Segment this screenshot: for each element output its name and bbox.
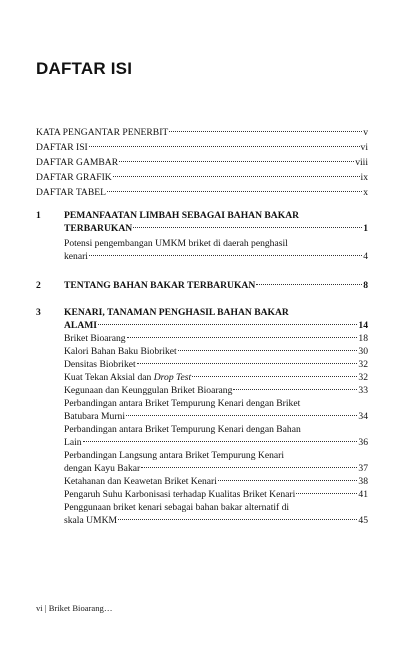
toc-label: Densitas Biobriket [64,359,136,370]
chapter-title-end: ALAMI [64,320,98,331]
dot-leader [133,227,362,228]
toc-page: 30 [358,346,368,357]
toc-label: Briket Bioarang [64,333,126,344]
dot-leader [83,441,358,442]
chapter-number: 1 [36,210,41,221]
toc-label: DAFTAR GAMBAR [36,157,119,168]
chapter-title: TENTANG BAHAN BAKAR TERBARUKAN [64,280,256,291]
toc-entry-daftar-gambar[interactable] [36,155,368,170]
dot-leader [141,467,357,468]
dot-leader [119,161,354,162]
dot-leader [107,191,362,192]
page-title: DAFTAR ISI [36,59,133,78]
dot-leader [137,363,358,364]
dot-leader [296,493,357,494]
dot-leader [218,480,358,481]
toc-label: Potensi pengembangan UMKM briket di daerah penghasil [64,238,288,249]
toc-page: 32 [358,372,368,383]
toc-label: Perbandingan antara Briket Tempurung Kenari dengan Briket [64,398,301,409]
toc-label: Kalori Bahan Baku Biobriket [64,346,177,357]
dot-leader [192,376,357,377]
dot-leader [113,176,360,177]
toc-label-cont: Lain [64,437,82,448]
chapter-title-line[interactable] [64,222,368,235]
dot-leader [98,324,357,325]
toc-label: Penggunaan briket kenari sebagai bahan bakar alternatif di [64,502,290,513]
toc-page: viii [355,157,368,168]
toc-entry-penggunaan[interactable] [64,501,368,527]
dot-leader [118,519,357,520]
toc-label: Ketahanan dan Keawetan Briket Kenari [64,476,217,487]
toc-label: DAFTAR ISI [36,142,88,153]
chapter-1 [36,209,368,263]
chapter-3 [36,306,368,527]
toc-entry-daftar-isi[interactable] [36,140,368,155]
toc-entry-daftar-grafik[interactable] [36,170,368,185]
dot-leader [256,284,362,285]
toc-page: 18 [358,333,368,344]
toc-entry-kalori[interactable] [64,345,368,358]
toc-label-cont: dengan Kayu Bakar [64,463,141,474]
toc-label: Kegunaan dan Keunggulan Briket Bioarang [64,385,233,396]
toc-label: Perbandingan antara Briket Tempurung Kenari dengan Bahan [64,424,301,435]
chapter-title-end: TERBARUKAN [64,223,133,234]
toc-page: 33 [358,385,368,396]
toc-label [64,371,191,384]
toc-entry-perbandingan-batubara[interactable] [64,397,368,423]
chapter-title[interactable]: PEMANFAATAN LIMBAH SEBAGAI BAHAN BAKAR [64,210,300,221]
page-footer: vi | Briket Bioarang… [36,603,113,613]
toc-label: DAFTAR GRAFIK [36,172,112,183]
toc-page: ix [360,172,368,183]
toc-entry-perbandingan-kayu[interactable] [64,449,368,475]
chapter-page: 14 [358,320,368,331]
dot-leader [233,389,357,390]
toc-label-cont: Batubara Murni [64,411,126,422]
toc-entry-briket-bioarang[interactable] [64,332,368,345]
toc-label-cont: kenari [64,251,88,262]
toc-page: 37 [358,463,368,474]
toc-entry-pengaruh-suhu[interactable] [64,488,368,501]
dot-leader [169,131,362,132]
toc-entry-kuat-tekan[interactable] [64,371,368,384]
dot-leader [89,255,362,256]
toc-entry-kegunaan[interactable] [64,384,368,397]
dot-leader [127,337,358,338]
front-matter-list [36,125,368,200]
toc-page: x [363,187,368,198]
toc-page: 34 [358,411,368,422]
toc-label: Pengaruh Suhu Karbonisasi terhadap Kualitas Briket Kenari [64,489,296,500]
toc-entry-ketahanan[interactable] [64,475,368,488]
toc-entry-densitas[interactable] [64,358,368,371]
chapter-page: 8 [363,280,368,291]
chapter-title[interactable]: KENARI, TANAMAN PENGHASIL BAHAN BAKAR [64,307,289,318]
dot-leader [126,415,357,416]
toc-page: vi [360,142,368,153]
dot-leader [89,146,360,147]
chapter-title-line[interactable] [64,319,368,332]
toc-entry-potensi[interactable] [64,237,368,263]
toc-page: 45 [358,515,368,526]
chapter-title-line[interactable] [64,279,368,292]
chapter-page: 1 [363,223,368,234]
toc-label: Perbandingan Langsung antara Briket Tempurung Kenari [64,450,285,461]
toc-page: 4 [363,251,368,262]
toc-label-cont: skala UMKM [64,515,118,526]
toc-label-plain: Kuat Tekan Aksial dan [64,372,154,383]
toc-page: v [363,127,368,138]
toc-label-italic: Drop Test [153,372,192,383]
toc-page: 41 [358,489,368,500]
dot-leader [178,350,358,351]
toc-entry-daftar-tabel[interactable] [36,185,368,200]
toc-label: KATA PENGANTAR PENERBIT [36,127,169,138]
toc-entry-perbandingan-bahan-lain[interactable] [64,423,368,449]
toc-label: DAFTAR TABEL [36,187,106,198]
chapter-number: 2 [36,280,41,291]
toc-page: 32 [358,359,368,370]
chapter-number: 3 [36,307,41,318]
toc-page: 38 [358,476,368,487]
toc-entry-kata-pengantar[interactable] [36,125,368,140]
toc-page: 36 [358,437,368,448]
chapter-2 [36,279,368,292]
